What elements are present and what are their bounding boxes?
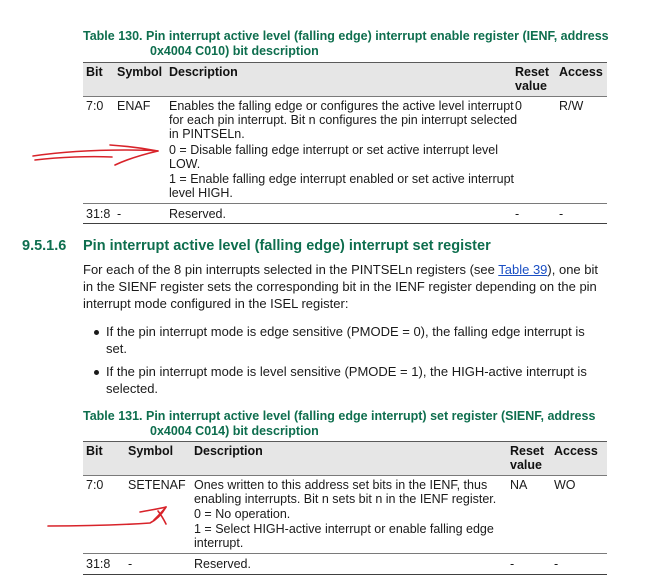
table-130-row1-bit: 7:0	[86, 99, 104, 113]
table-130-row2-desc: Reserved.	[169, 207, 226, 221]
bullet-2-line2: selected.	[106, 381, 159, 396]
table-131-row1-access: WO	[554, 478, 576, 492]
table-130-row1-desc-6: 1 = Enable falling edge interrupt enabled or set active interrupt	[169, 172, 515, 186]
table-130-header-symbol: Symbol	[117, 65, 163, 79]
table-131-row2-symbol: -	[128, 557, 133, 571]
table-130-row1-desc-1: Enables the falling edge or configures the active level interrupt	[169, 99, 514, 113]
table-131-row1-desc-2: enabling interrupts. Bit n sets bit n in the IENF register.	[194, 492, 497, 506]
table-130-header-reset-value: value	[515, 79, 547, 93]
red-arrow-1-icon	[33, 145, 158, 165]
section-paragraph-line2: in the SIENF register sets the corresponding bit in the IENF register depending on the pin	[83, 279, 597, 294]
table-130-row1-desc-3: in PINTSELn.	[169, 127, 245, 141]
table-131-header-access: Access	[554, 444, 598, 458]
table-131-row2-reset: -	[510, 557, 515, 571]
table-131-caption-line2: 0x4004 C014) bit description	[150, 424, 319, 438]
section-number: 9.5.1.6	[22, 238, 67, 254]
table-131-row2-access: -	[554, 557, 559, 571]
table-130-caption-line2: 0x4004 C010) bit description	[150, 44, 319, 58]
table-131-header-reset: Reset	[510, 444, 545, 458]
table-131-row1-desc-3: 0 = No operation.	[194, 507, 291, 521]
table-130-row1-desc-2: for each pin interrupt. Bit n configures the pin interrupt selected	[169, 113, 518, 127]
bullet-1-line1: If the pin interrupt mode is edge sensitive (PMODE = 0), the falling edge interrupt is	[106, 324, 585, 339]
table-130-row1-desc-7: level HIGH.	[169, 186, 233, 200]
table-131-row1-symbol: SETENAF	[128, 478, 186, 492]
table-130-row2-symbol: -	[117, 207, 122, 221]
table-130-row2-reset: -	[515, 207, 520, 221]
table-130-row2-access: -	[559, 207, 564, 221]
bullet-2-line1: If the pin interrupt mode is level sensitive (PMODE = 1), the HIGH-active interrupt is	[106, 364, 587, 379]
table-131-row1-desc-5: interrupt.	[194, 536, 244, 550]
table-131-header-bit: Bit	[86, 444, 103, 458]
table-130-row1-desc-4: 0 = Disable falling edge interrupt or set active interrupt level	[169, 143, 498, 157]
table-130-row1-symbol: ENAF	[117, 99, 151, 113]
table-130-row1-reset: 0	[515, 99, 522, 113]
table-131-row1-bit: 7:0	[86, 478, 104, 492]
red-arrow-2-icon	[48, 507, 166, 526]
table-131-header-description: Description	[194, 444, 263, 458]
table-131-row1-desc-1: Ones written to this address set bits in the IENF, thus	[194, 478, 488, 492]
table-131-row2-bit: 31:8	[86, 557, 111, 571]
table-130-header-reset: Reset	[515, 65, 550, 79]
section-paragraph-line1-post: ), one bit	[547, 262, 599, 277]
table-130-caption-line1: Table 130. Pin interrupt active level (falling edge) interrupt enable register (IENF, address	[83, 29, 609, 43]
section-paragraph-line3: interrupt mode configured in the ISEL register:	[83, 296, 349, 311]
section-paragraph-line1-pre: For each of the 8 pin interrupts selected in the PINTSELn registers (see	[83, 262, 499, 277]
table-130-header-access: Access	[559, 65, 603, 79]
bullet-1-line2: set.	[106, 341, 127, 356]
table-130-row1-access: R/W	[559, 99, 584, 113]
table-131-row1-reset: NA	[510, 478, 528, 492]
table-131-caption-line1: Table 131. Pin interrupt active level (falling edge interrupt) set register (SIENF, address	[83, 409, 596, 423]
table-130-row2-bit: 31:8	[86, 207, 111, 221]
table-39-link[interactable]: Table 39	[498, 262, 548, 277]
table-130-header-description: Description	[169, 65, 238, 79]
table-130-row1-desc-5: LOW.	[169, 157, 201, 171]
table-131-header-reset-value: value	[510, 458, 542, 472]
table-131-header-symbol: Symbol	[128, 444, 174, 458]
section-title: Pin interrupt active level (falling edge) interrupt set register	[83, 238, 491, 254]
table-131-row2-desc: Reserved.	[194, 557, 251, 571]
table-130-header-bit: Bit	[86, 65, 103, 79]
table-131-row1-desc-4: 1 = Select HIGH-active interrupt or enable falling edge	[194, 522, 494, 536]
